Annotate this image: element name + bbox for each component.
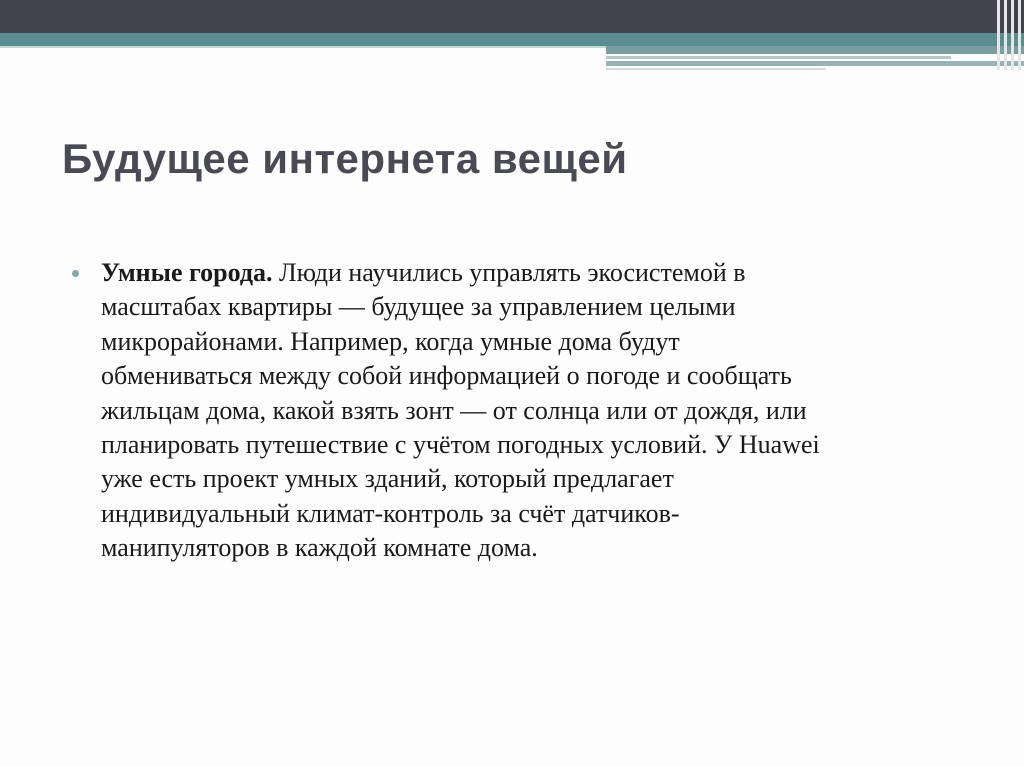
bullet-lead: Умные города. <box>101 258 273 287</box>
header-decor-bar <box>606 46 1024 54</box>
header-decor-line <box>606 56 951 59</box>
bullet-line-text: Люди научились управлять экосистемой в <box>272 258 746 287</box>
bullet-line: обмениваться между собой информацией о погоде и сообщать <box>101 361 792 391</box>
header-accent-line <box>0 46 606 48</box>
bullet-line: уже есть проект умных зданий, который предлагает <box>101 464 674 494</box>
header-decor-vertical-lines <box>995 0 1024 70</box>
bullet-dot-icon <box>72 270 79 277</box>
bullet-line: масштабах квартиры — будущее за управлением целыми <box>101 292 736 322</box>
bullet-line: жильцам дома, какой взять зонт — от солнца или от дождя, или <box>101 395 807 425</box>
header-decor-line <box>606 68 826 70</box>
header-teal-band <box>0 33 1024 46</box>
bullet-line: микрорайонами. Например, когда умные дома будут <box>101 326 680 356</box>
bullet-line <box>101 256 981 290</box>
header-decor-line <box>606 61 1024 66</box>
bullet-line: индивидуальный климат-контроль за счёт датчиков- <box>101 498 680 528</box>
header-dark-band <box>0 0 1024 33</box>
bullet-line: манипуляторов в каждой комнате дома. <box>101 533 538 563</box>
slide-title: Будущее интернета вещей <box>62 135 628 182</box>
bullet-text <box>101 256 981 566</box>
bullet-line: планировать путешествие с учётом погодных условий. У Huawei <box>101 430 820 460</box>
